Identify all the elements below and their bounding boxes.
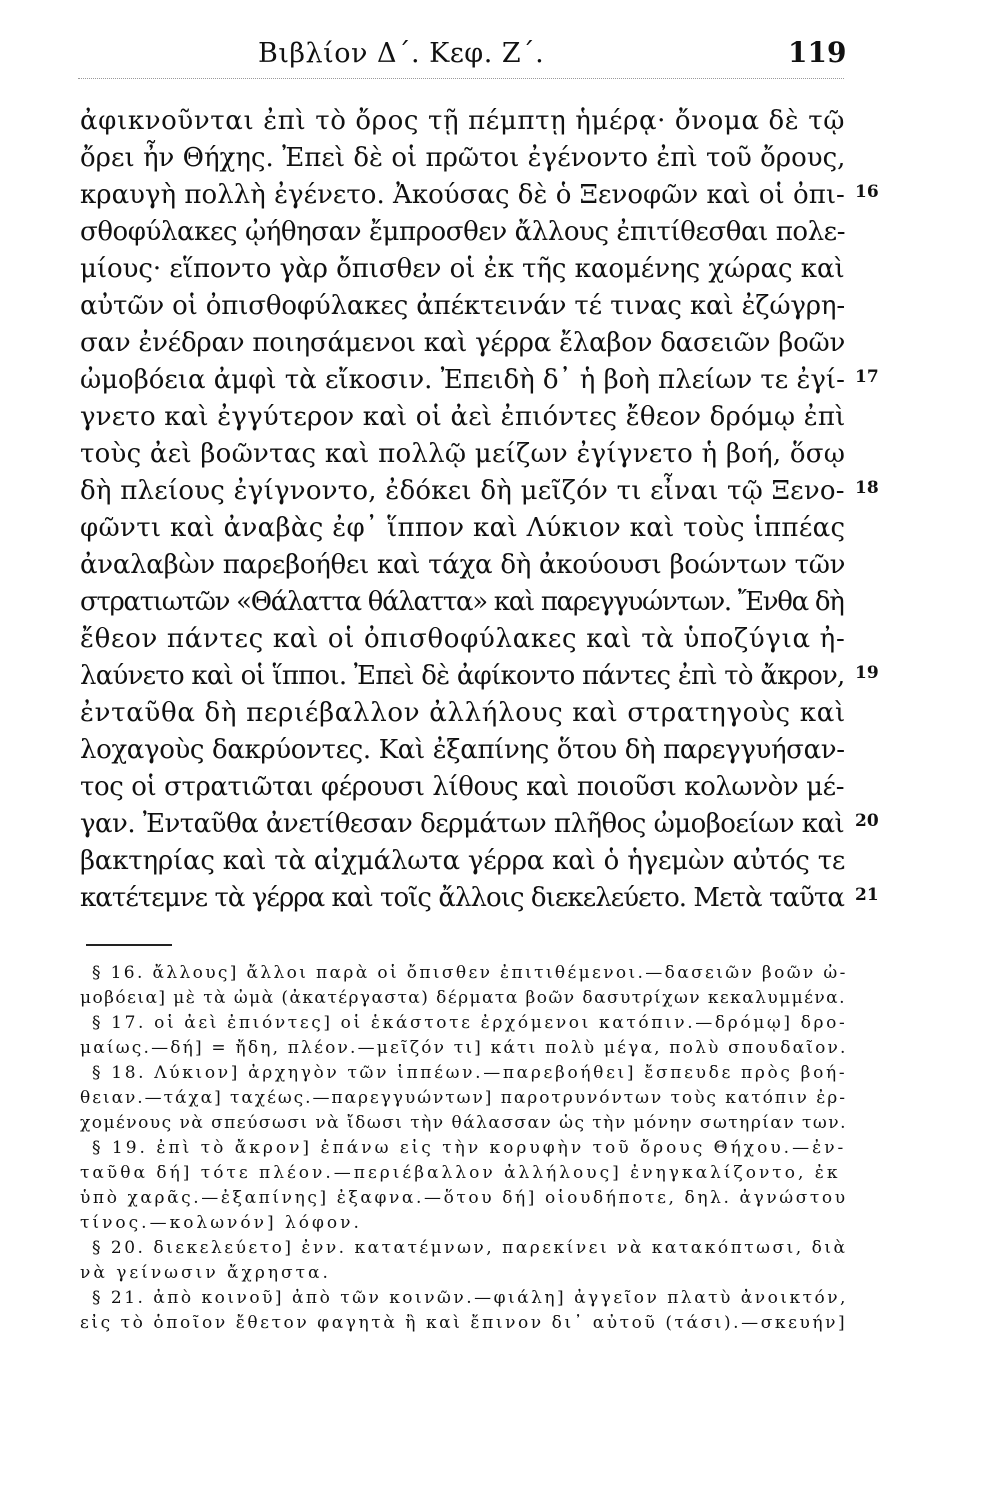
text-line: ἔθεον πάντες καὶ οἱ ὀπισθοφύλακες καὶ τὰ ὑποζύγια ἠ- <box>80 624 846 654</box>
text-line: ἀφικνοῦνται ἐπὶ τὸ ὄρος τῇ πέμπτῃ ἡμέρᾳ· ὄνομα δὲ τῷ <box>80 106 846 136</box>
footnote-line: εἰς τὸ ὁποῖον ἔθετον φαγητὰ ἢ καὶ ἔπινον δι᾽ αὐτοῦ (τάσι).—σκευήν] <box>80 1313 848 1333</box>
page-header <box>0 30 1007 78</box>
footnote-line: θειαν.—τάχα] ταχέως.—παρεγγυώντων] παροτρυνόντων τοὺς κατόπιν ἐρ- <box>80 1088 847 1108</box>
header-rule <box>78 78 844 79</box>
text-line: ὠμοβόεια ἀμφὶ τὰ εἴκοσιν. Ἐπειδὴ δ᾽ ἡ βοὴ πλείων τε ἐγί- <box>80 365 845 395</box>
text-line: ἀναλαβὼν παρεβοήθει καὶ τάχα δὴ ἀκούουσι βοώντων τῶν <box>80 550 846 580</box>
section-number: 16 <box>855 182 879 202</box>
footnote-line: μοβόεια] μὲ τὰ ὠμὰ (ἀκατέργαστα) δέρματα βοῶν δασυτρίχων κεκαλυμμένα. <box>80 988 846 1008</box>
footnote-line: § 16. ἄλλους] ἄλλοι παρὰ οἱ ὄπισθεν ἐπιτιθέμενοι.—δασειῶν βοῶν ὠ- <box>92 963 848 983</box>
running-head: Βιβλίον Δ΄. Κεφ. Ζ΄. <box>258 38 545 69</box>
footnote-line: § 20. διεκελεύετο] ἐνν. κατατέμνων, παρεκίνει νὰ κατακόπτωσι, διὰ <box>92 1238 848 1258</box>
text-line: δὴ πλείους ἐγίγνοντο, ἐδόκει δὴ μεῖζόν τι εἶναι τῷ Ξενο- <box>80 476 845 506</box>
footnote-line: νὰ γείνωσιν ἄχρηστα. <box>80 1263 331 1283</box>
text-line: λοχαγοὺς δακρύοντες. Καὶ ἐξαπίνης ὅτου δὴ παρεγγυήσαν- <box>80 735 845 765</box>
footnote-line: § 17. οἱ ἀεὶ ἐπιόντες] οἱ ἑκάστοτε ἐρχόμενοι κατόπιν.—δρόμῳ] δρο- <box>92 1013 848 1033</box>
footnote-line: ταῦθα δή] τότε πλέον.—περιέβαλλον ἀλλήλους] ἐνηγκαλίζοντο, ἐκ <box>80 1163 841 1183</box>
text-line: τοὺς ἀεὶ βοῶντας καὶ πολλῷ μείζων ἐγίγνετο ἡ βοή, ὅσῳ <box>80 439 846 469</box>
text-line: γαν. Ἐνταῦθα ἀνετίθεσαν δερμάτων πλῆθος ὠμοβοείων καὶ <box>80 809 845 839</box>
text-line: λαύνετο καὶ οἱ ἵπποι. Ἐπεὶ δὲ ἀφίκοντο πάντες ἐπὶ τὸ ἄκρον, <box>80 661 845 691</box>
text-line: κατέτεμνε τὰ γέρρα καὶ τοῖς ἄλλοις διεκελεύετο. Μετὰ ταῦτα <box>80 883 844 913</box>
section-number: 18 <box>855 478 879 498</box>
text-line: αὐτῶν οἱ ὀπισθοφύλακες ἀπέκτεινάν τέ τινας καὶ ἐζώγρη- <box>80 291 845 321</box>
footnote-line: μαίως.—δή] = ἤδη, πλέον.—μεῖζόν τι] κάτι πολὺ μέγα, πολὺ σπουδαῖον. <box>80 1038 848 1058</box>
text-line: φῶντι καὶ ἀναβὰς ἐφ᾽ ἵππον καὶ Λύκιον καὶ τοὺς ἱππέας <box>80 513 846 543</box>
footnote-line: § 21. ἀπὸ κοινοῦ] ἀπὸ τῶν κοινῶν.—φιάλη] ἀγγεῖον πλατὺ ἀνοικτόν, <box>92 1288 848 1308</box>
footnote-line: § 19. ἐπὶ τὸ ἄκρον] ἐπάνω εἰς τὴν κορυφὴν τοῦ ὄρους Θήχου.—ἐν- <box>92 1138 847 1158</box>
text-line: βακτηρίας καὶ τὰ αἰχμάλωτα γέρρα καὶ ὁ ἡγεμὼν αὐτός τε <box>80 846 846 876</box>
text-line: σθοφύλακες ᾠήθησαν ἔμπροσθεν ἄλλους ἐπιτίθεσθαι πολε- <box>80 217 846 247</box>
section-number: 20 <box>855 811 879 831</box>
text-line: μίους· εἵποντο γὰρ ὄπισθεν οἱ ἐκ τῆς καομένης χώρας καὶ <box>80 254 845 284</box>
section-number: 17 <box>855 367 879 387</box>
footnote-line: τίνος.—κολωνόν] λόφον. <box>80 1213 362 1233</box>
footnote-line: χομένους νὰ σπεύσωσι νὰ ἴδωσι τὴν θάλασσαν ὡς τὴν μόνην σωτηρίαν των. <box>80 1113 847 1133</box>
footnote-rule <box>86 944 172 946</box>
text-line: ὄρει ἦν Θήχης. Ἐπεὶ δὲ οἱ πρῶτοι ἐγένοντο ἐπὶ τοῦ ὄρους, <box>80 143 846 173</box>
section-number: 21 <box>855 885 879 905</box>
footnote-line: § 18. Λύκιον] ἀρχηγὸν τῶν ἱππέων.—παρεβοήθει] ἔσπευδε πρὸς βοή- <box>92 1063 848 1083</box>
section-number: 19 <box>855 663 879 683</box>
text-line: γνετο καὶ ἐγγύτερον καὶ οἱ ἀεὶ ἐπιόντες ἔθεον δρόμῳ ἐπὶ <box>80 402 846 432</box>
page-number: 119 <box>788 36 847 69</box>
text-line: κραυγὴ πολλὴ ἐγένετο. Ἀκούσας δὲ ὁ Ξενοφῶν καὶ οἱ ὀπι- <box>80 180 845 210</box>
text-line: ἐνταῦθα δὴ περιέβαλλον ἀλλήλους καὶ στρατηγοὺς καὶ <box>80 698 846 728</box>
text-line: σαν ἐνέδραν ποιησάμενοι καὶ γέρρα ἔλαβον δασειῶν βοῶν <box>80 328 846 358</box>
text-line: στρατιωτῶν «Θάλαττα θάλαττα» καὶ παρεγγυώντων. Ἔνθα δὴ <box>80 587 844 617</box>
text-line: τος οἱ στρατιῶται φέρουσι λίθους καὶ ποιοῦσι κολωνὸν μέ- <box>80 772 845 802</box>
footnote-line: ὑπὸ χαρᾶς.—ἐξαπίνης] ἐξαφνα.—ὅτου δή] οἱουδήποτε, δηλ. ἀγνώστου <box>80 1188 848 1208</box>
